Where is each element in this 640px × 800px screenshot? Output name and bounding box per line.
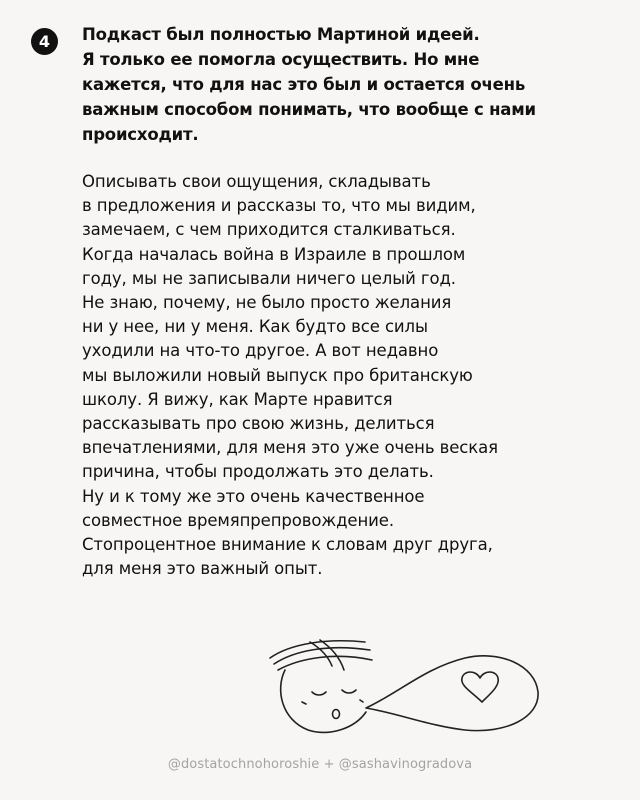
body-paragraph [82,170,622,581]
body-line: Ну и к тому же это очень качественное [82,486,425,506]
body-line: году, мы не записывали ничего целый год. [82,268,456,288]
body-line: совместное времяпрепровождение. [82,510,394,530]
body-line: рассказывать про свою жизнь, делиться [82,414,435,434]
body-line: Стопроцентное внимание к словам друг друга, [82,535,493,555]
girl-with-heart-speech-bubble-icon [250,630,550,745]
lead-line: кажется, что для нас это был и остается очень [82,75,526,94]
body-line: ни у нее, ни у меня. Как будто все силы [82,317,428,337]
body-line: уходили на что-то другое. А вот недавно [82,341,439,361]
lead-line: Подкаст был полностью Мартиной идеей. [82,25,480,44]
body-line: мы выложили новый выпуск про британскую [82,365,473,385]
body-line: для меня это важный опыт. [82,559,323,579]
body-line: Описывать свои ощущения, складывать [82,172,431,191]
body-line: в предложения и рассказы то, что мы видим, [82,196,476,216]
lead-line: важным способом понимать, что вообще с нами [82,100,536,119]
body-line: Когда началась война в Израиле в прошлом [82,244,466,264]
body-line: замечаем, с чем приходится сталкиваться. [82,220,456,240]
lead-line: Я только ее помогла осуществить. Но мне [82,50,480,69]
lead-paragraph [82,22,612,147]
lead-line: происходит. [82,125,199,144]
body-line: Не знаю, почему, не было просто желания [82,293,452,313]
body-line: школу. Я вижу, как Марте нравится [82,389,393,409]
credits-footer: @dostatochnohoroshie + @sashavinogradova [167,757,473,772]
step-number-badge: 4 [31,28,58,55]
body-line: причина, чтобы продолжать это делать. [82,462,434,482]
body-line: впечатлениями, для меня это уже очень веская [82,438,498,458]
